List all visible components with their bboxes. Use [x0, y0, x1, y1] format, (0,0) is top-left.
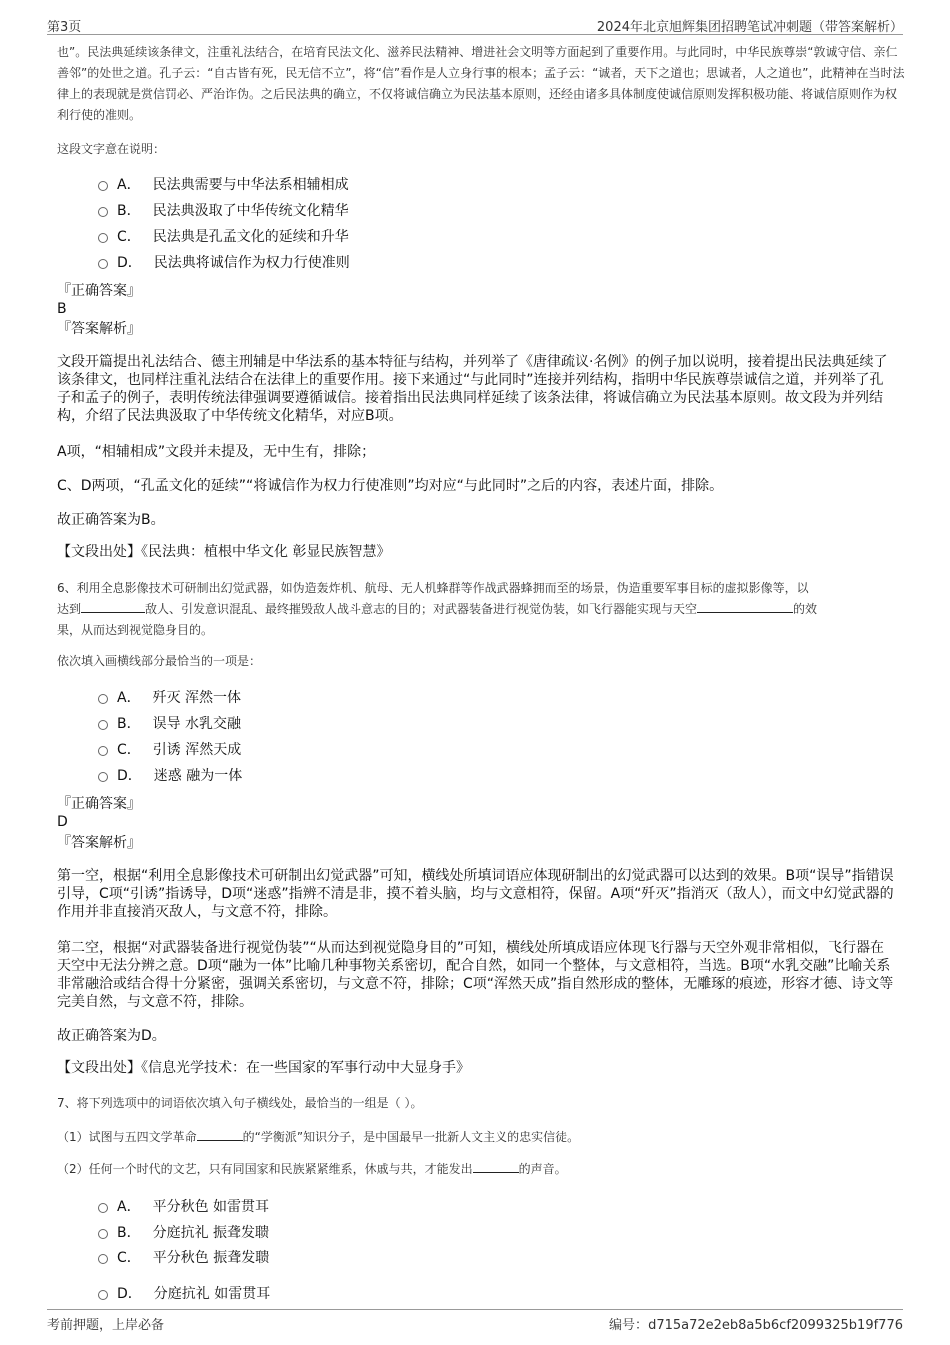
- radio-icon[interactable]: [98, 1254, 108, 1264]
- radio-icon[interactable]: [98, 694, 108, 704]
- document-code: 编号：d715a72e2eb8a5b6cf2099325b19f776: [609, 1318, 903, 1333]
- q6-analysis-paragraph: 故正确答案为D。: [57, 1028, 166, 1044]
- radio-icon[interactable]: [98, 181, 108, 191]
- q5-answer-label: 『正确答案』: [57, 283, 141, 299]
- q5-analysis-paragraph: 文段开篇提出礼法结合、德主刑辅是中华法系的基本特征与结构，并列举了《唐律疏议·名例》的例子加以说明，接着提出民法典延续了该条律文，也同样注重礼法结合在法律上的重要作用。接下来通过“与此同时”连接并列结构，指明中华民族尊崇诚信之道，并列举了孔子和孟子的例子，表明传统法律强调要遵循诚信。接着指出民法典同样延续了该条法律，将诚信确立为民法基本原则。故文段为并列结构，介绍了民法典汲取了中华传统文化精华，对应B项。: [57, 354, 888, 424]
- q5-option-d[interactable]: D． 民法典将诚信作为权力行使准则: [98, 252, 350, 272]
- q6-source: 【文段出处】《信息光学技术：在一些国家的军事行动中大显身手》: [57, 1060, 470, 1076]
- q7-stem: 7、将下列选项中的词语依次填入句子横线处，最恰当的一组是（ ）。: [57, 1096, 423, 1110]
- q6-prompt: 依次填入画横线部分最恰当的一项是：: [57, 654, 262, 668]
- q6-option-c[interactable]: C． 引诱 浑然天成: [98, 739, 241, 759]
- q6-option-a[interactable]: A． 歼灭 浑然一体: [98, 687, 241, 707]
- q5-source: 【文段出处】《民法典：植根中华文化 彰显民族智慧》: [57, 544, 391, 560]
- radio-icon[interactable]: [98, 772, 108, 782]
- radio-icon[interactable]: [98, 1229, 108, 1239]
- radio-icon[interactable]: [98, 233, 108, 243]
- footer-divider: [47, 1309, 903, 1310]
- page-number: 第3页: [47, 20, 82, 35]
- q5-option-a[interactable]: A． 民法典需要与中华法系相辅相成: [98, 174, 349, 194]
- q5-passage: 也”。民法典延续该条律文，注重礼法结合，在培育民法文化、滋养民法精神、增进社会文明等方面起到了重要作用。与此同时，中华民族尊崇“敦诚守信、亲仁善邻”的处世之道。孔子云：“自古皆有死，民无信不立”，将“信”看作是人立身行事的根本；孟子云：“诚者，天下之道也；思诚者，人之道也”，此精神在当时法律上的表现就是赏信罚必、严治诈伪。之后民法典的确立，不仅将诚信确立为民法基本原则，还经由诸多具体制度使诚信原则发挥积极功能、将诚信原则作为权利行使的准则。: [57, 45, 905, 122]
- q7-option-b[interactable]: B． 分庭抗礼 振聋发聩: [98, 1222, 269, 1242]
- radio-icon[interactable]: [98, 746, 108, 756]
- radio-icon[interactable]: [98, 1203, 108, 1213]
- document-title: 2024年北京旭辉集团招聘笔试冲刺题（带答案解析）: [596, 20, 903, 35]
- radio-icon[interactable]: [98, 1290, 108, 1300]
- q6-option-d[interactable]: D． 迷惑 融为一体: [98, 765, 242, 785]
- q7-sentence-2: （2）任何一个时代的文艺，只有同国家和民族紧紧维系，休戚与共，才能发出 的声音。: [57, 1162, 567, 1176]
- footer-slogan: 考前押题，上岸必备: [47, 1318, 165, 1333]
- radio-icon[interactable]: [98, 720, 108, 730]
- q6-stem: 6、利用全息影像技术可研制出幻觉武器，如伪造轰炸机、航母、无人机蜂群等作战武器蜂拥而至的场景，伪造重要军事目标的虚拟影像等，以 达到 敌人、引发意识混乱、最终摧毁敌人战斗意志的目的；对武器装备进行视觉伪装，如飞行器能实现与天空 的效 果，从而达到视觉隐身目的。: [57, 581, 818, 637]
- q7-option-a[interactable]: A． 平分秋色 如雷贯耳: [98, 1196, 269, 1216]
- q5-prompt: 这段文字意在说明：: [57, 142, 166, 156]
- header-divider: [47, 34, 903, 35]
- blank-line: [697, 600, 793, 613]
- blank-line: [197, 1128, 243, 1141]
- q5-analysis-paragraph: A项，“相辅相成”文段并未提及，无中生有，排除；: [57, 444, 376, 460]
- q6-analysis-label: 『答案解析』: [57, 835, 141, 851]
- q5-analysis-label: 『答案解析』: [57, 321, 141, 337]
- q5-analysis-paragraph: 故正确答案为B。: [57, 512, 165, 528]
- blank-line: [473, 1160, 519, 1173]
- q6-analysis-paragraph: 第二空，根据“对武器装备进行视觉伪装”“从而达到视觉隐身目的”可知，横线处所填成语应体现飞行器与天空外观非常相似，飞行器在天空中无法分辨之意。D项“融为一体”比喻几种事物关系密切，配合自然，如同一个整体，与文意相符，当选。B项“水乳交融”比喻关系非常融洽或结合得十分紧密，强调关系密切，与文意不符，排除；C项“浑然天成”指自然形成的整体，无雕琢的痕迹，形容才德、诗文等完美自然，与文意不符，排除。: [57, 940, 894, 1010]
- q7-sentence-1: （1）试图与五四文学革命 的“学衡派”知识分子，是中国最早一批新人文主义的忠实信徒。: [57, 1130, 580, 1144]
- q5-answer: B: [57, 301, 67, 317]
- q6-option-b[interactable]: B． 误导 水乳交融: [98, 713, 241, 733]
- radio-icon[interactable]: [98, 259, 108, 269]
- q6-answer: D: [57, 814, 68, 830]
- q5-analysis-paragraph: C、D两项，“孔孟文化的延续”“将诚信作为权力行使准则”均对应“与此同时”之后的内容，表述片面，排除。: [57, 478, 724, 494]
- blank-line: [81, 600, 145, 613]
- q7-option-d[interactable]: D． 分庭抗礼 如雷贯耳: [98, 1283, 270, 1303]
- q5-option-c[interactable]: C． 民法典是孔孟文化的延续和升华: [98, 226, 349, 246]
- q6-answer-label: 『正确答案』: [57, 796, 141, 812]
- q6-analysis-paragraph: 第一空，根据“利用全息影像技术可研制出幻觉武器”可知，横线处所填词语应体现研制出的幻觉武器可以达到的效果。B项“误导”指错误引导，C项“引诱”指诱导，D项“迷惑”指辨不清是非，摸不着头脑，均与文意相符，保留。A项“歼灭”指消灭（敌人），而文中幻觉武器的作用并非直接消灭敌人，与文意不符，排除。: [57, 868, 894, 920]
- q7-option-c[interactable]: C． 平分秋色 振聋发聩: [98, 1247, 269, 1267]
- q5-option-b[interactable]: B． 民法典汲取了中华传统文化精华: [98, 200, 349, 220]
- radio-icon[interactable]: [98, 207, 108, 217]
